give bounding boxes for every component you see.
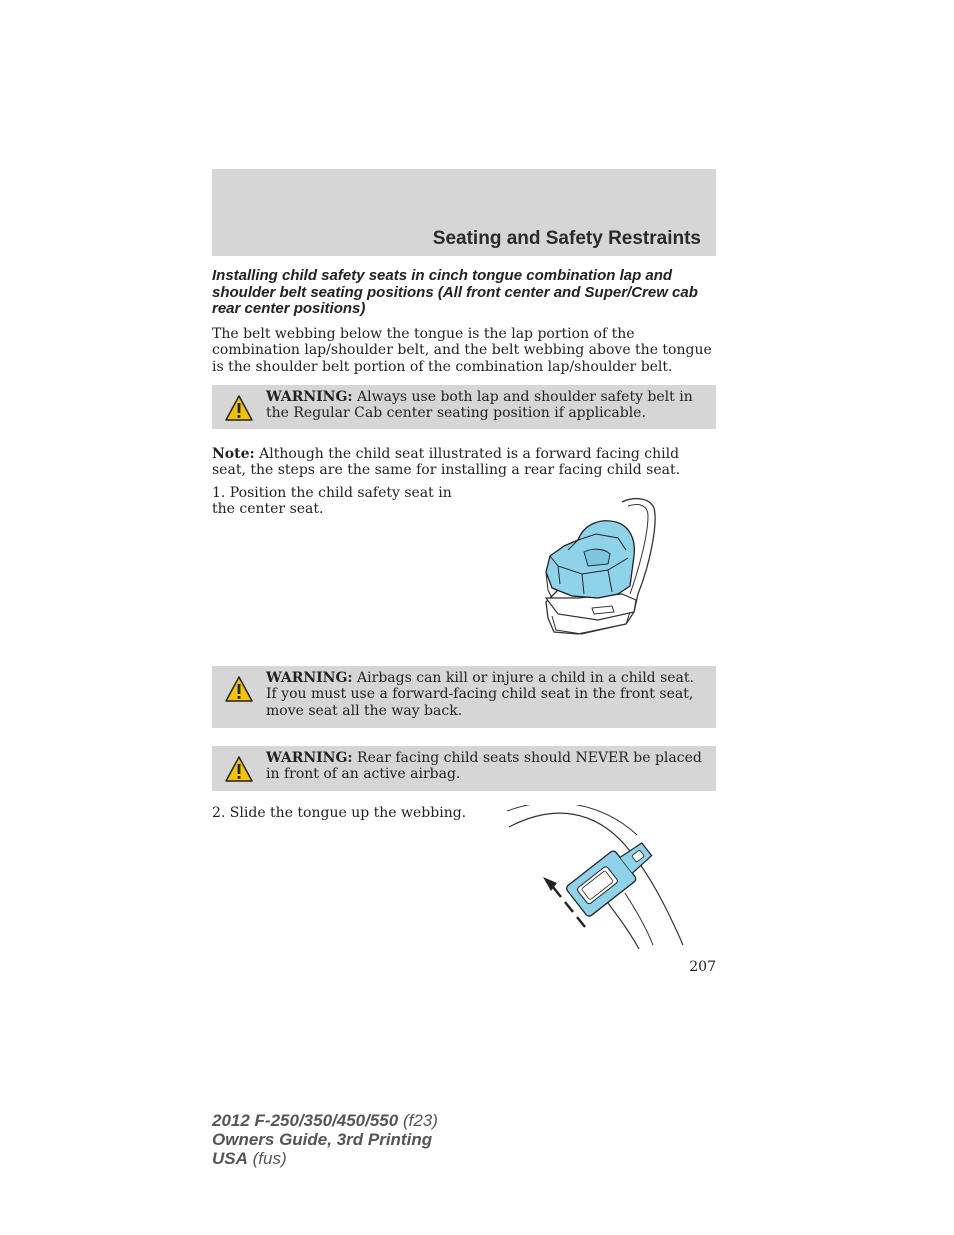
warning-box-1 (212, 385, 716, 429)
warning-box-3 (212, 746, 716, 791)
warning-label: WARNING: (266, 670, 353, 686)
warning-triangle-icon (224, 754, 254, 784)
footer-edition: Owners Guide, 3rd Printing (212, 1130, 433, 1149)
note-paragraph (212, 446, 716, 479)
footer-region: USA (212, 1149, 248, 1168)
footer-model-code: (f23) (398, 1111, 438, 1130)
section-subheading: Installing child safety seats in cinch tongue combination lap and shoulder belt seating positions (All front center and Super/Crew cab rear center positions) (212, 267, 698, 317)
page-number: 207 (689, 959, 716, 975)
step-1: 1. Position the child safety seat in the center seat. (212, 485, 452, 518)
footer-region-code: (fus) (247, 1149, 287, 1168)
warning-label: WARNING: (266, 389, 353, 405)
note-text: Although the child seat illustrated is a forward facing child seat, the steps are the same for installing a rear facing child seat. (212, 446, 681, 479)
intro-paragraph: The belt webbing below the tongue is the lap portion of the combination lap/shoulder belt, and the belt webbing above the tongue is the shoulder belt portion of the combination lap/shoulder belt. (212, 326, 712, 375)
warning-label: WARNING: (266, 750, 353, 766)
note-label: Note: (212, 446, 255, 462)
warning-triangle-icon (224, 674, 254, 704)
warning-text: Rear facing child seats should NEVER be placed in front of an active airbag. (266, 750, 702, 783)
page-title: Seating and Safety Restraints (432, 228, 701, 249)
footer-model: 2012 F-250/350/450/550 (212, 1111, 399, 1130)
child-seat-illustration (538, 494, 666, 640)
belt-tongue-illustration (505, 805, 687, 951)
warning-text: Airbags can kill or injure a child in a child seat. If you must use a forward-facing child seat in the front seat, move seat all the way back. (266, 670, 694, 719)
warning-triangle-icon (224, 393, 254, 423)
warning-text: Always use both lap and shoulder safety belt in the Regular Cab center seating position if applicable. (266, 389, 693, 422)
footer (212, 1111, 438, 1168)
warning-box-2 (212, 666, 716, 728)
header-band (212, 169, 716, 256)
step-2: 2. Slide the tongue up the webbing. (212, 805, 467, 821)
